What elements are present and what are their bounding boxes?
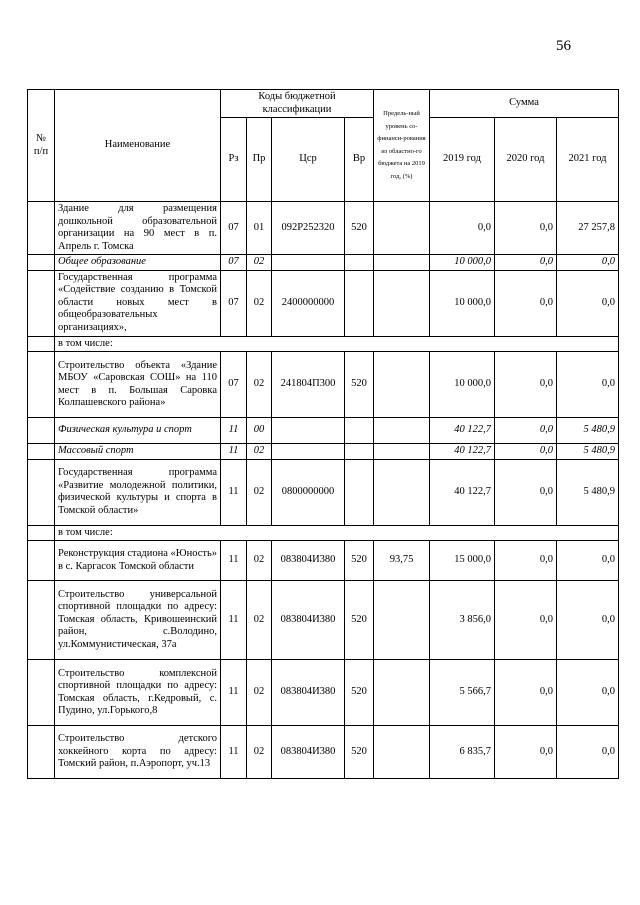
cell-name: Государственная программа «Развитие молодежной политики, физической культуры и спорта в Томской области» — [55, 459, 221, 525]
header-codes: Коды бюджетной классификации — [221, 90, 374, 118]
cell-name: Строительство комплексной спортивной площадки по адресу: Томская область, г.Кедровый, с. Пудино, ул.Горького,8 — [55, 660, 221, 726]
cell-pr: 02 — [247, 581, 272, 660]
table-row — [28, 660, 619, 726]
cell-2019: 6 835,7 — [430, 726, 495, 779]
cell-pr: 02 — [247, 541, 272, 581]
header-sum: Сумма — [430, 90, 619, 118]
cell-pr: 02 — [247, 459, 272, 525]
cell-2019: 40 122,7 — [430, 418, 495, 444]
cell-2019: 5 566,7 — [430, 660, 495, 726]
cell-2021: 5 480,9 — [557, 444, 619, 460]
table-row — [28, 352, 619, 418]
table-row — [28, 581, 619, 660]
cell-2021: 0,0 — [557, 270, 619, 336]
cell-vr — [345, 255, 374, 271]
table-row — [28, 255, 619, 271]
cell-csr: 241804П300 — [272, 352, 345, 418]
cell-num — [28, 444, 55, 460]
cell-csr — [272, 444, 345, 460]
cell-num — [28, 336, 55, 352]
cell-rz: 07 — [221, 202, 247, 255]
cell-vr: 520 — [345, 352, 374, 418]
cell-2020: 0,0 — [495, 270, 557, 336]
cell-csr: 083804И380 — [272, 726, 345, 779]
cell-pr: 00 — [247, 418, 272, 444]
table-row — [28, 459, 619, 525]
cell-name: Здание для размещения дошкольной образовательной организации на 90 мест в п. Апрель г. Томска — [55, 202, 221, 255]
cell-name: Физическая культура и спорт — [55, 418, 221, 444]
cell-including: в том числе: — [55, 336, 619, 352]
cell-num — [28, 352, 55, 418]
cell-2019: 10 000,0 — [430, 270, 495, 336]
cell-num — [28, 525, 55, 541]
cell-2021: 0,0 — [557, 255, 619, 271]
cell-2021: 0,0 — [557, 541, 619, 581]
cell-rz: 11 — [221, 444, 247, 460]
cell-csr: 083804И380 — [272, 541, 345, 581]
header-name: Наименование — [55, 90, 221, 202]
cell-rz: 07 — [221, 255, 247, 271]
cell-level — [374, 255, 430, 271]
cell-rz: 11 — [221, 660, 247, 726]
cell-2021: 5 480,9 — [557, 418, 619, 444]
cell-rz: 07 — [221, 270, 247, 336]
cell-num — [28, 255, 55, 271]
cell-name: Государственная программа «Содействие созданию в Томской области новых мест в общеобразовательных организациях», — [55, 270, 221, 336]
cell-name: Строительство универсальной спортивной площадки по адресу: Томская область, Кривошеинский район, с.Володино, ул.Коммунистическая, 37а — [55, 581, 221, 660]
header-num: № п/п — [28, 90, 55, 202]
cell-2021: 0,0 — [557, 726, 619, 779]
cell-2021: 0,0 — [557, 352, 619, 418]
cell-num — [28, 270, 55, 336]
cell-num — [28, 418, 55, 444]
cell-pr: 01 — [247, 202, 272, 255]
cell-2019: 15 000,0 — [430, 541, 495, 581]
header-csr: Цср — [272, 118, 345, 202]
cell-pr: 02 — [247, 726, 272, 779]
cell-2019: 40 122,7 — [430, 444, 495, 460]
cell-2019: 10 000,0 — [430, 352, 495, 418]
cell-2020: 0,0 — [495, 660, 557, 726]
header-level: Предель-ный уровень со-финанси-рования из областно-го бюджета на 2019 год, (%) — [374, 90, 430, 202]
cell-name: Массовый спорт — [55, 444, 221, 460]
cell-name: Строительство объекта «Здание МБОУ «Саровская СОШ» на 110 мест в п. Большая Саровка Колпашевского района» — [55, 352, 221, 418]
cell-2019: 40 122,7 — [430, 459, 495, 525]
cell-vr: 520 — [345, 726, 374, 779]
cell-csr: 2400000000 — [272, 270, 345, 336]
budget-table — [27, 89, 619, 779]
cell-2019: 0,0 — [430, 202, 495, 255]
cell-level — [374, 660, 430, 726]
cell-2020: 0,0 — [495, 444, 557, 460]
cell-2020: 0,0 — [495, 726, 557, 779]
cell-2019: 3 856,0 — [430, 581, 495, 660]
cell-2020: 0,0 — [495, 352, 557, 418]
cell-level — [374, 459, 430, 525]
cell-num — [28, 581, 55, 660]
cell-rz: 11 — [221, 541, 247, 581]
cell-rz: 11 — [221, 459, 247, 525]
header-2021: 2021 год — [557, 118, 619, 202]
cell-csr: 092P252320 — [272, 202, 345, 255]
cell-2020: 0,0 — [495, 541, 557, 581]
cell-vr — [345, 418, 374, 444]
cell-2020: 0,0 — [495, 255, 557, 271]
cell-pr: 02 — [247, 270, 272, 336]
table-row — [28, 726, 619, 779]
header-vr: Вр — [345, 118, 374, 202]
cell-including: в том числе: — [55, 525, 619, 541]
cell-pr: 02 — [247, 255, 272, 271]
header-2020: 2020 год — [495, 118, 557, 202]
cell-2019: 10 000,0 — [430, 255, 495, 271]
table-row — [28, 541, 619, 581]
cell-level — [374, 444, 430, 460]
cell-csr — [272, 418, 345, 444]
cell-vr — [345, 444, 374, 460]
page-number: 56 — [556, 38, 571, 54]
cell-csr: 083804И380 — [272, 660, 345, 726]
cell-vr: 520 — [345, 581, 374, 660]
cell-rz: 11 — [221, 418, 247, 444]
cell-2021: 27 257,8 — [557, 202, 619, 255]
cell-vr: 520 — [345, 660, 374, 726]
cell-vr: 520 — [345, 541, 374, 581]
cell-name: Общее образование — [55, 255, 221, 271]
cell-level — [374, 418, 430, 444]
cell-rz: 11 — [221, 581, 247, 660]
cell-level — [374, 581, 430, 660]
table-row — [28, 202, 619, 255]
cell-name: Строительство детского хоккейного корта по адресу: Томский район, п.Аэропорт, уч.13 — [55, 726, 221, 779]
cell-2020: 0,0 — [495, 459, 557, 525]
header-2019: 2019 год — [430, 118, 495, 202]
cell-vr — [345, 270, 374, 336]
cell-vr: 520 — [345, 202, 374, 255]
cell-level — [374, 726, 430, 779]
table-row — [28, 444, 619, 460]
cell-pr: 02 — [247, 660, 272, 726]
cell-2021: 0,0 — [557, 660, 619, 726]
cell-2021: 5 480,9 — [557, 459, 619, 525]
cell-pr: 02 — [247, 444, 272, 460]
table-row — [28, 336, 619, 352]
cell-csr: 083804И380 — [272, 581, 345, 660]
cell-num — [28, 202, 55, 255]
cell-vr — [345, 459, 374, 525]
table-row — [28, 270, 619, 336]
table-row — [28, 525, 619, 541]
cell-level: 93,75 — [374, 541, 430, 581]
header-row-1 — [28, 90, 619, 118]
cell-2021: 0,0 — [557, 581, 619, 660]
cell-pr: 02 — [247, 352, 272, 418]
cell-num — [28, 660, 55, 726]
cell-level — [374, 270, 430, 336]
cell-num — [28, 459, 55, 525]
cell-level — [374, 352, 430, 418]
table-row — [28, 418, 619, 444]
cell-num — [28, 541, 55, 581]
cell-num — [28, 726, 55, 779]
cell-rz: 11 — [221, 726, 247, 779]
cell-2020: 0,0 — [495, 418, 557, 444]
cell-csr: 0800000000 — [272, 459, 345, 525]
header-rz: Рз — [221, 118, 247, 202]
cell-rz: 07 — [221, 352, 247, 418]
cell-2020: 0,0 — [495, 581, 557, 660]
cell-2020: 0,0 — [495, 202, 557, 255]
cell-level — [374, 202, 430, 255]
cell-name: Реконструкция стадиона «Юность» в с. Каргасок Томской области — [55, 541, 221, 581]
header-pr: Пр — [247, 118, 272, 202]
cell-csr — [272, 255, 345, 271]
